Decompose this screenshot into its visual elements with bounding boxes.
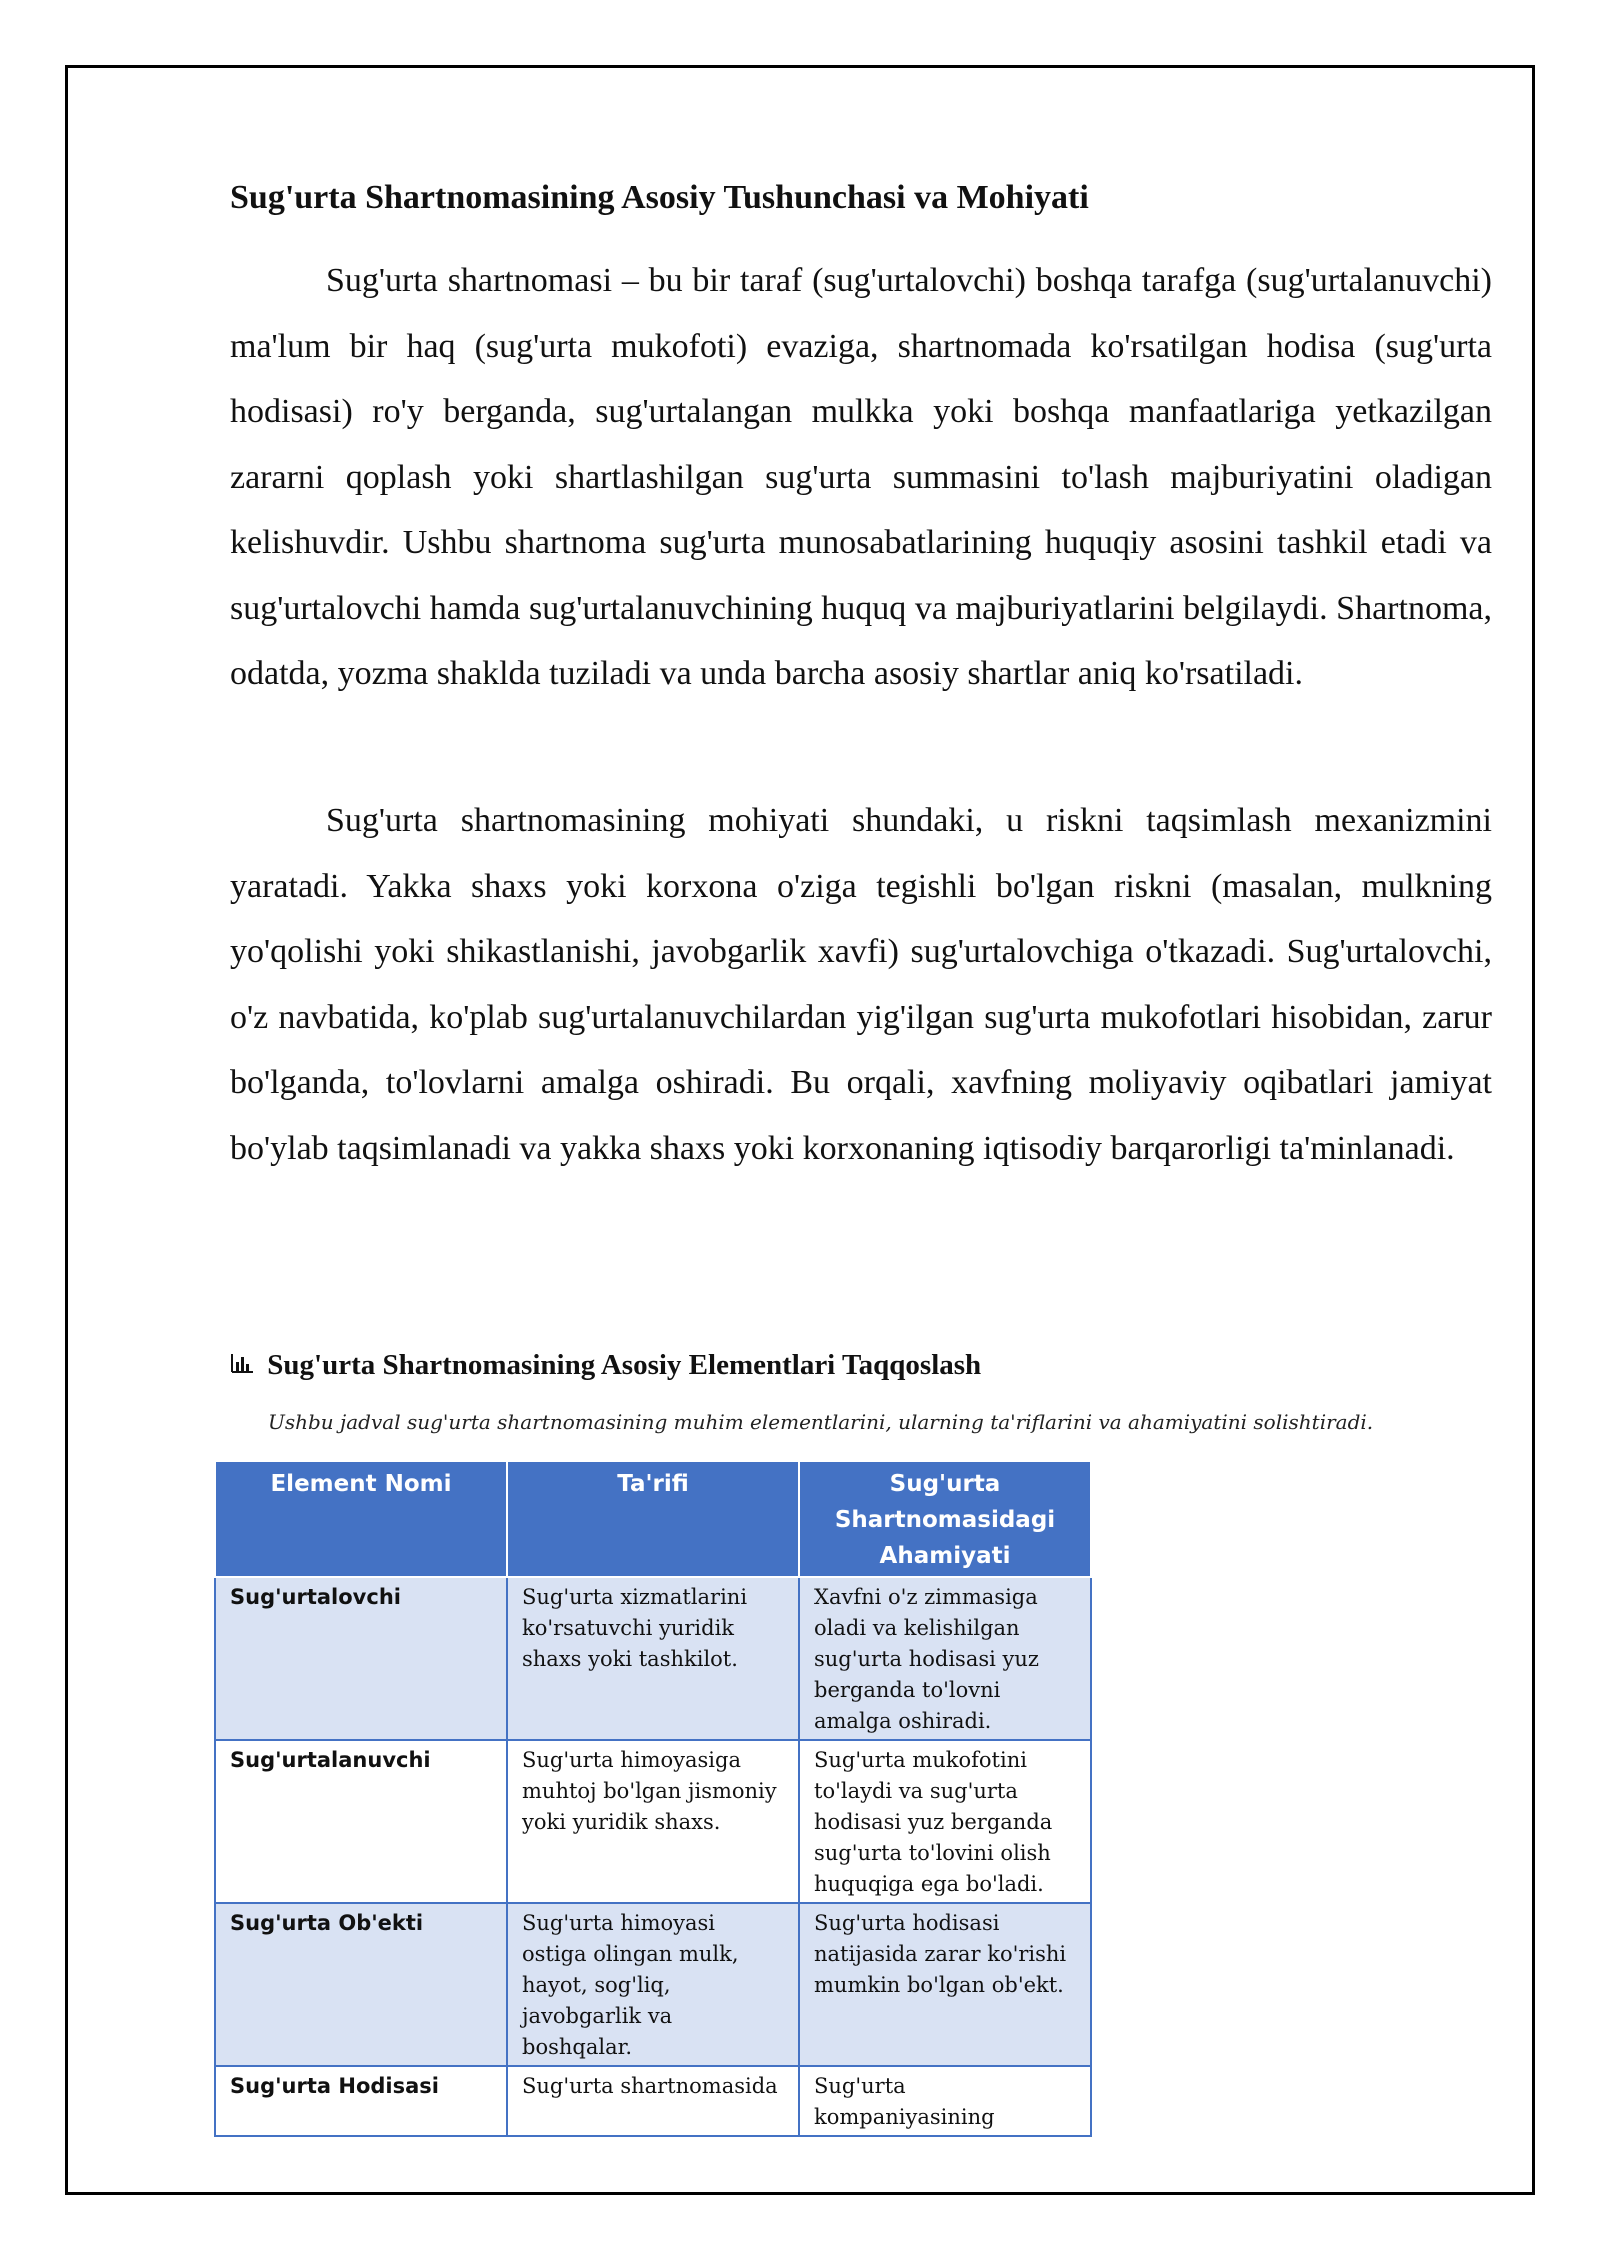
importance-cell: Xavfni o'z zimmasiga oladi va kelishilgan sug'urta hodisasi yuz berganda to'lovni amalga oshiradi. [799,1577,1091,1740]
element-name-cell: Sug'urtalovchi [215,1577,507,1740]
bar-chart-icon [230,1345,260,1385]
element-name-cell: Sug'urta Hodisasi [215,2066,507,2136]
element-name-cell: Sug'urtalanuvchi [215,1740,507,1903]
table-row [215,2066,1091,2136]
body-paragraph: Sug'urta shartnomasining mohiyati shundaki, u riskni taqsimlash mexanizmini yaratadi. Yakka shaxs yoki korxona o'ziga tegishli bo'lgan riskni (masalan, mulkning yo'qolishi yoki shikastlanishi, javobgarlik xavfi) sug'urtalovchiga o'tkazadi. Sug'urtalovchi, o'z navbatida, ko'plab sug'urtalanuvchilardan yig'ilgan sug'urta mukofotlari hisobidan, zarur bo'lganda, to'lovlarni amalga oshiradi. Bu orqali, xavfning moliyaviy oqibatlari jamiyat bo'ylab taqsimlanadi va yakka shaxs yoki korxonaning iqtisodiy barqarorligi ta'minlanadi. [230,802,1492,1167]
column-header: Element Nomi [215,1461,507,1577]
definition-cell: Sug'urta shartnomasida [507,2066,799,2136]
importance-cell: Sug'urta kompaniyasining [799,2066,1091,2136]
table-row [215,1903,1091,2066]
importance-cell: Sug'urta mukofotini to'laydi va sug'urta hodisasi yuz berganda sug'urta to'lovini olish huquqiga ega bo'ladi. [799,1740,1091,1903]
table-title [230,1345,981,1385]
column-header: Ta'rifi [507,1461,799,1577]
table-caption: Ushbu jadval sug'urta shartnomasining muhim elementlarini, ularning ta'riflarini va ahamiyatini solishtiradi. [268,1410,1374,1434]
element-name-cell: Sug'urta Ob'ekti [215,1903,507,2066]
table-row [215,1740,1091,1903]
table-header-row [215,1461,1091,1577]
elements-comparison-table [214,1460,1092,2137]
column-header: Sug'urta Shartnomasidagi Ahamiyati [799,1461,1091,1577]
definition-cell: Sug'urta himoyasi ostiga olingan mulk, hayot, sog'liq, javobgarlik va boshqalar. [507,1903,799,2066]
importance-cell: Sug'urta hodisasi natijasida zarar ko'rishi mumkin bo'lgan ob'ekt. [799,1903,1091,2066]
body-paragraph: Sug'urta shartnomasi – bu bir taraf (sug'urtalovchi) boshqa tarafga (sug'urtalanuvchi) ma'lum bir haq (sug'urta mukofoti) evaziga, shartnomada ko'rsatilgan hodisa (sug'urta hodisasi) ro'y berganda, sug'urtalangan mulkka yoki boshqa manfaatlariga yetkazilgan zararni qoplash yoki shartlashilgan sug'urta summasini to'lash majburiyatini oladigan kelishuvdir. Ushbu shartnoma sug'urta munosabatlarining huquqiy asosini tashkil etadi va sug'urtalovchi hamda sug'urtalanuvchining huquq va majburiyatlarini belgilaydi. Shartnoma, odatda, yozma shaklda tuziladi va unda barcha asosiy shartlar aniq ko'rsatiladi. [230,262,1492,692]
definition-cell: Sug'urta xizmatlarini ko'rsatuvchi yuridik shaxs yoki tashkilot. [507,1577,799,1740]
table-title-text: Sug'urta Shartnomasining Asosiy Elementlari Taqqoslash [267,1349,982,1381]
definition-cell: Sug'urta himoyasiga muhtoj bo'lgan jismoniy yoki yuridik shaxs. [507,1740,799,1903]
table-row [215,1577,1091,1740]
document-heading: Sug'urta Shartnomasining Asosiy Tushunchasi va Mohiyati [230,179,1089,216]
